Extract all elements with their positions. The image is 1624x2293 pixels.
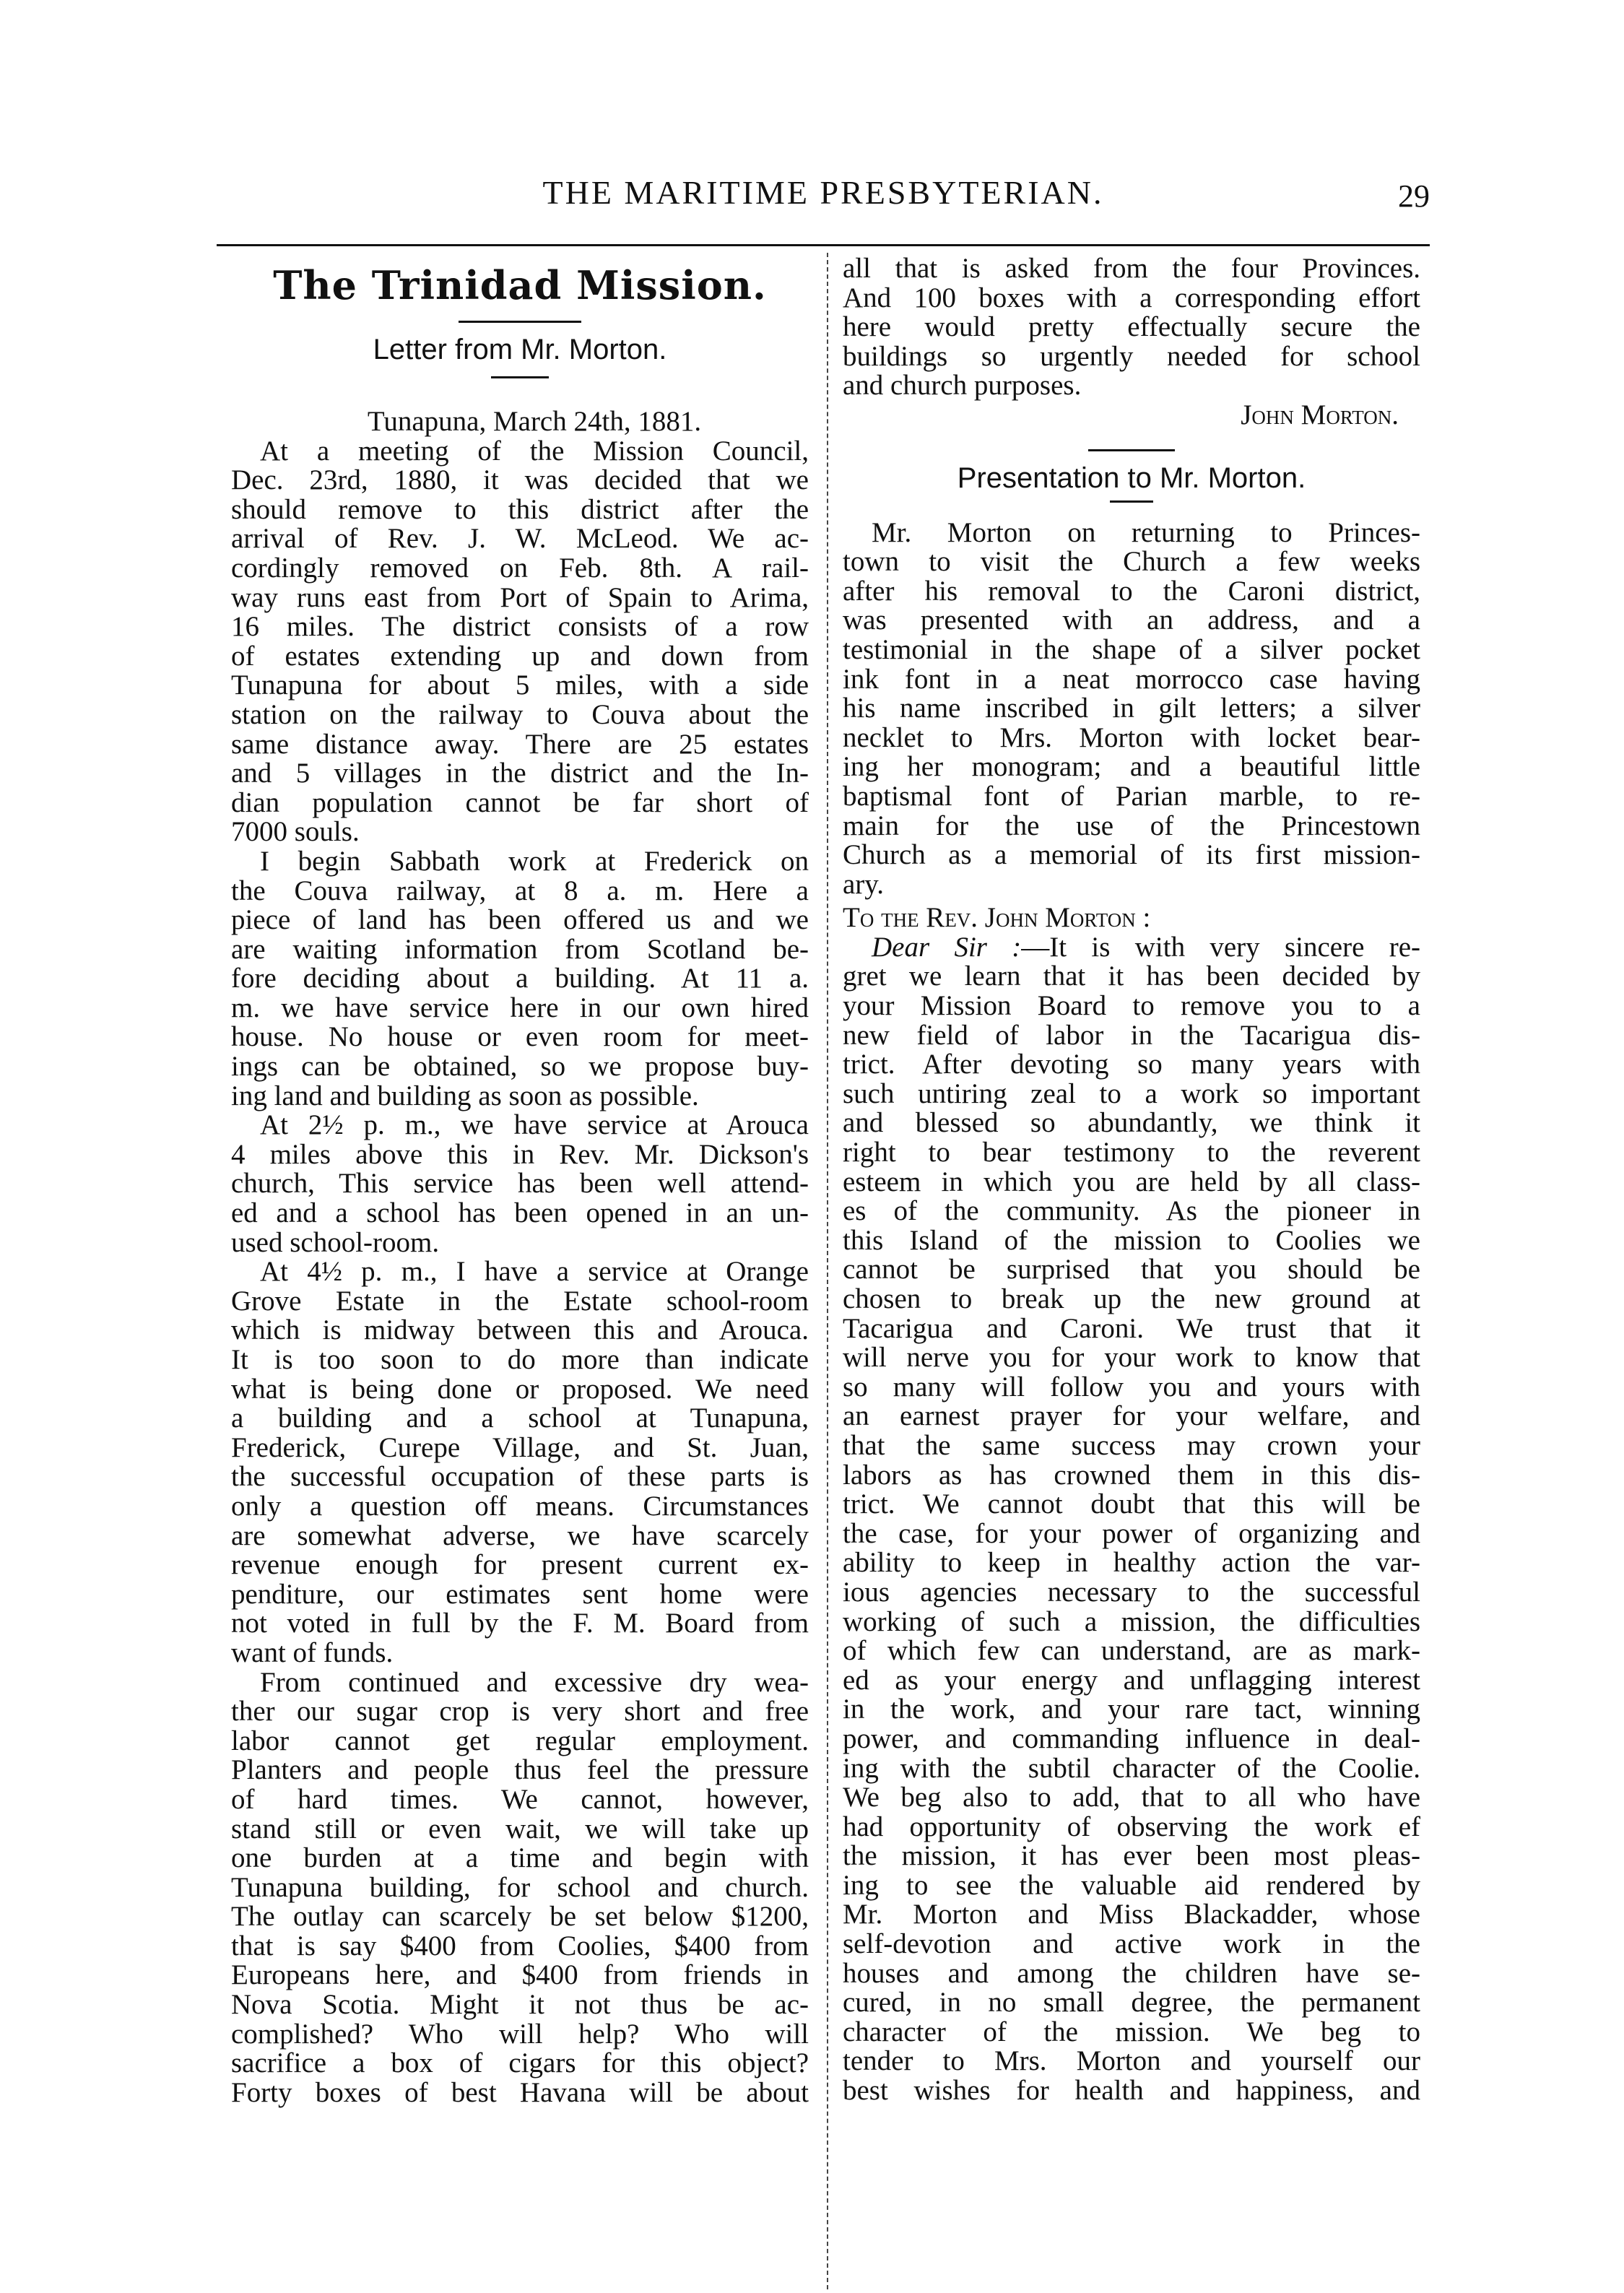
text-line: dian population cannot be far short of <box>231 786 809 818</box>
address-opening: Dear Sir : <box>872 931 1022 963</box>
text-line: character of the mission. We beg to <box>843 2016 1420 2047</box>
text-line: esteem in which you are held by all class- <box>843 1166 1420 1197</box>
text-line: m. we have service here in our own hired <box>231 992 809 1023</box>
text-line: right to bear testimony to the reverent <box>843 1137 1420 1169</box>
text-line: self-devotion and active work in the <box>843 1928 1420 1960</box>
text-line: Church as a memorial of its first mission- <box>843 839 1420 871</box>
right-column <box>843 254 1420 2106</box>
text-line: that the same success may crown your <box>843 1429 1420 1461</box>
address-first-line <box>843 933 1420 963</box>
column-divider <box>827 253 830 2289</box>
text-line: cannot be surprised that you should be <box>843 1254 1420 1286</box>
text-line: which is midway between this and Arouca. <box>231 1314 809 1346</box>
text-line: cured, in no small degree, the permanent <box>843 1987 1420 2019</box>
text-line: Mr. Morton and Miss Blackadder, whose <box>843 1899 1420 1930</box>
dateline: Tunapuna, March 24th, 1881. <box>367 406 702 437</box>
article-body-continued <box>843 254 1420 401</box>
text-line: should remove to this district after the <box>231 493 809 525</box>
text-line: At 2½ p. m., we have service at Arouca <box>260 1109 809 1141</box>
text-line: an earnest prayer for your welfare, and <box>843 1400 1420 1432</box>
text-line: his name inscribed in gilt letters; a silver <box>843 693 1420 724</box>
text-line: ious agencies necessary to the successful <box>843 1576 1420 1608</box>
text-line: Dec. 23rd, 1880, it was decided that we <box>231 464 809 496</box>
text-line: stand still or even wait, we will take up <box>231 1813 809 1845</box>
text-line: And 100 boxes with a corresponding effort <box>843 282 1420 313</box>
text-line: ing to see the valuable aid rendered by <box>843 1869 1420 1901</box>
text-line: We beg also to add, that to all who have <box>843 1782 1420 1813</box>
text-line: ing her monogram; and a beautiful little <box>843 751 1420 783</box>
text-line: buildings so urgently needed for school <box>843 340 1420 372</box>
text-line: 4 miles above this in Rev. Mr. Dickson's <box>231 1138 809 1170</box>
text-line: houses and among the children have se- <box>843 1957 1420 1989</box>
text-line: 16 miles. The district consists of a row <box>231 611 809 643</box>
text-line: and 5 villages in the district and the In- <box>231 758 809 789</box>
text-line: necklet to Mrs. Morton with locket bear- <box>843 721 1420 753</box>
text-line: station on the railway to Couva about the <box>231 698 809 730</box>
text-line: working of such a mission, the difficulties <box>843 1605 1420 1637</box>
text-line: ing land and building as soon as possible. <box>231 1080 699 1111</box>
text-line: same distance away. There are 25 estates <box>231 728 809 760</box>
text-line: Mr. Morton on returning to Princes- <box>872 516 1420 548</box>
text-line: the successful occupation of these parts is <box>231 1461 809 1493</box>
text-line: such untiring zeal to a work so important <box>843 1078 1420 1109</box>
text-line: Grove Estate in the Estate school-room <box>231 1285 809 1317</box>
text-line: ed as your energy and unflagging interest <box>843 1664 1420 1696</box>
article2-subtitle: Presentation to Mr. Morton. <box>957 461 1306 494</box>
text-line: main for the use of the Princestown <box>843 810 1420 841</box>
text-line: It is too soon to do more than indicate <box>231 1344 809 1375</box>
text-line: sacrifice a box of cigars for this object? <box>231 2047 809 2079</box>
salutation: To the Rev. John Morton : <box>843 902 1151 934</box>
signature: John Morton. <box>1241 399 1399 430</box>
text-line: arrival of Rev. J. W. McLeod. We ac- <box>231 523 809 555</box>
text-line: town to visit the Church a few weeks <box>843 546 1420 578</box>
article-body <box>231 437 809 2108</box>
section-masthead: The Trinidad Mission. <box>273 262 767 308</box>
text-line: ing with the subtil character of the Coolie. <box>843 1752 1420 1784</box>
text-line: complished? Who will help? Who will <box>231 2018 809 2050</box>
text-line: the mission, it has ever been most pleas- <box>843 1840 1420 1872</box>
text-line: want of funds. <box>231 1637 394 1668</box>
text-line: and church purposes. <box>843 370 1082 402</box>
address-body <box>843 962 1420 2105</box>
text-line: what is being done or proposed. We need <box>231 1373 809 1405</box>
text-line: will nerve you for your work to know that <box>843 1342 1420 1374</box>
text-line: Europeans here, and $400 from friends in <box>231 1959 809 1991</box>
text-line: of which few can understand, are as mark- <box>843 1635 1420 1667</box>
text-line: was presented with an address, and a <box>843 604 1420 636</box>
text-line: best wishes for health and happiness, and <box>843 2075 1420 2107</box>
text-line: From continued and excessive dry wea- <box>260 1666 809 1698</box>
text-line: testimonial in the shape of a silver pocket <box>843 633 1420 665</box>
text-line: es of the community. As the pioneer in <box>843 1195 1420 1227</box>
text-line: not voted in full by the F. M. Board from <box>231 1608 809 1639</box>
text-line: penditure, our estimates sent home were <box>231 1578 809 1610</box>
text-line: so many will follow you and yours with <box>843 1371 1420 1403</box>
text-line: baptismal font of Parian marble, to re- <box>843 780 1420 812</box>
text-line: cordingly removed on Feb. 8th. A rail- <box>231 552 809 584</box>
text-line: house. No house or even room for meet- <box>231 1021 809 1053</box>
text-line: trict. After devoting so many years with <box>843 1049 1420 1080</box>
text-line: the Couva railway, at 8 a. m. Here a <box>231 875 809 906</box>
text-line: fore deciding about a building. At 11 a. <box>231 963 809 994</box>
text-line: The outlay can scarcely be set below $1200, <box>231 1901 809 1933</box>
text-line: Forty boxes of best Havana will be about <box>231 2076 809 2108</box>
text-line: used school-room. <box>231 1226 440 1258</box>
text-line: I begin Sabbath work at Frederick on <box>260 845 809 877</box>
text-line: At 4½ p. m., I have a service at Orange <box>260 1256 809 1288</box>
header-rule <box>217 244 1430 246</box>
text-line: a building and a school at Tunapuna, <box>231 1403 809 1434</box>
text-line: gret we learn that it has been decided by <box>843 961 1420 992</box>
text-line: At a meeting of the Mission Council, <box>260 435 809 467</box>
text-line: 7000 souls. <box>231 816 360 848</box>
address-first-text: —It is with very sincere re- <box>1021 931 1421 963</box>
text-line: Frederick, Curepe Village, and St. Juan, <box>231 1431 809 1463</box>
text-line: trict. We cannot doubt that this will be <box>843 1488 1420 1520</box>
article-subtitle: Letter from Mr. Morton. <box>373 334 667 365</box>
text-line: and blessed so abundantly, we think it <box>843 1107 1420 1139</box>
text-line: ther our sugar crop is very short and free <box>231 1696 809 1728</box>
text-line: ings can be obtained, so we propose buy- <box>231 1051 809 1083</box>
page-number: 29 <box>1398 178 1430 214</box>
left-column <box>231 254 809 2107</box>
text-line: Nova Scotia. Might it not thus be ac- <box>231 1989 809 2021</box>
text-line: new field of labor in the Tacarigua dis- <box>843 1019 1420 1051</box>
text-line: of estates extending up and down from <box>231 640 809 672</box>
text-line: this Island of the mission to Coolies we <box>843 1224 1420 1256</box>
text-line: Tunapuna for about 5 miles, with a side <box>231 669 809 701</box>
text-line: here would pretty effectually secure the <box>843 311 1420 343</box>
text-line: labors as has crowned them in this dis- <box>843 1459 1420 1491</box>
text-line: all that is asked from the four Provinces. <box>843 253 1420 284</box>
text-line: in the work, and your rare tact, winning <box>843 1694 1420 1725</box>
text-line: are somewhat adverse, we have scarcely <box>231 1520 809 1551</box>
page-header <box>217 173 1430 224</box>
text-line: power, and commanding influence in deal- <box>843 1722 1420 1754</box>
text-line: ary. <box>843 868 885 900</box>
text-line: one burden at a time and begin with <box>231 1842 809 1874</box>
text-line: tender to Mrs. Morton and yourself our <box>843 2045 1420 2077</box>
text-line: had opportunity of observing the work ef <box>843 1811 1420 1842</box>
text-line: are waiting information from Scotland be- <box>231 933 809 965</box>
text-line: of hard times. We cannot, however, <box>231 1783 809 1815</box>
article2-body <box>843 516 1420 900</box>
text-line: church, This service has been well attend- <box>231 1168 809 1200</box>
text-line: Planters and people thus feel the pressure <box>231 1754 809 1786</box>
text-line: way runs east from Port of Spain to Arima, <box>231 581 809 613</box>
text-line: revenue enough for present current ex- <box>231 1549 809 1581</box>
text-line: after his removal to the Caroni district, <box>843 575 1420 607</box>
text-line: labor cannot get regular employment. <box>231 1725 809 1756</box>
text-line: Tacarigua and Caroni. We trust that it <box>843 1312 1420 1344</box>
text-line: only a question off means. Circumstances <box>231 1490 809 1522</box>
text-line: piece of land has been offered us and we <box>231 904 809 936</box>
text-line: ed and a school has been opened in an un- <box>231 1197 809 1229</box>
publication-title: THE MARITIME PRESBYTERIAN. <box>542 174 1104 211</box>
text-line: chosen to break up the new ground at <box>843 1283 1420 1314</box>
text-line: the case, for your power of organizing and <box>843 1517 1420 1549</box>
text-line: ability to keep in healthy action the var- <box>843 1547 1420 1579</box>
text-line: that is say $400 from Coolies, $400 from <box>231 1930 809 1962</box>
text-line: your Mission Board to remove you to a <box>843 990 1420 1022</box>
text-line: Tunapuna building, for school and church. <box>231 1871 809 1903</box>
text-line: ink font in a neat morrocco case having <box>843 663 1420 695</box>
